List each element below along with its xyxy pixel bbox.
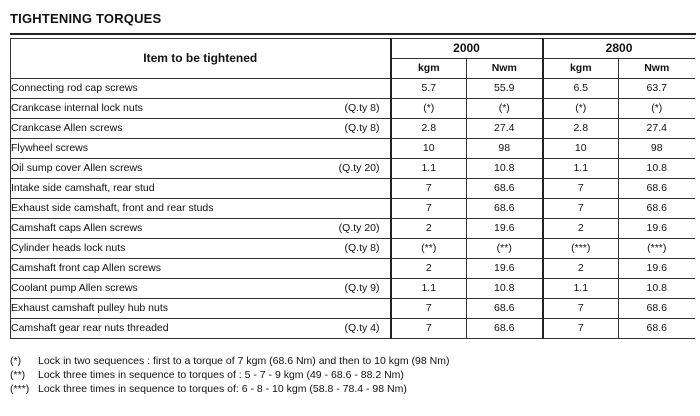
value-cell: 27.4 bbox=[467, 119, 543, 139]
item-cell bbox=[11, 299, 391, 319]
item-name: Cylinder heads lock nuts bbox=[11, 242, 126, 254]
item-name: Crankcase Allen screws bbox=[11, 122, 123, 134]
footnote-mark: (***) bbox=[10, 383, 30, 395]
value-cell: (*) bbox=[391, 99, 467, 119]
item-name: Camshaft gear rear nuts threaded bbox=[11, 322, 169, 334]
value-cell: 63.7 bbox=[619, 79, 695, 99]
quantity-label: (Q.ty 4) bbox=[344, 322, 380, 334]
table-row bbox=[11, 139, 695, 159]
unit-header: Nwm bbox=[467, 59, 543, 79]
footnote-mark: (**) bbox=[10, 369, 26, 381]
item-cell bbox=[11, 279, 391, 299]
item-name: Camshaft front cap Allen screws bbox=[11, 262, 161, 274]
value-cell: 68.6 bbox=[467, 199, 543, 219]
value-cell: 19.6 bbox=[619, 219, 695, 239]
value-cell: 10 bbox=[543, 139, 619, 159]
item-cell bbox=[11, 119, 391, 139]
value-cell: 5.7 bbox=[391, 79, 467, 99]
table-row bbox=[11, 259, 695, 279]
value-cell: 2 bbox=[391, 219, 467, 239]
item-name: Coolant pump Allen screws bbox=[11, 282, 138, 294]
footnote-text: Lock three times in sequence to torques of: 6 - 8 - 10 kgm (58.8 - 78.4 - 98 Nm) bbox=[38, 383, 407, 395]
value-cell: 1.1 bbox=[391, 159, 467, 179]
quantity-label: (Q.ty 8) bbox=[344, 102, 380, 114]
table-row bbox=[11, 299, 695, 319]
value-cell: 2.8 bbox=[391, 119, 467, 139]
value-cell: (**) bbox=[467, 239, 543, 259]
item-cell bbox=[11, 199, 391, 219]
table-row bbox=[11, 199, 695, 219]
unit-header: Nwm bbox=[619, 59, 695, 79]
table-row bbox=[11, 179, 695, 199]
title-divider bbox=[10, 33, 696, 35]
value-cell: 68.6 bbox=[619, 179, 695, 199]
quantity-label: (Q.ty 9) bbox=[344, 282, 380, 294]
item-name: Exhaust side camshaft, front and rear studs bbox=[11, 202, 214, 214]
value-cell: (**) bbox=[391, 239, 467, 259]
group-header-2800: 2800 bbox=[543, 39, 695, 59]
value-cell: 55.9 bbox=[467, 79, 543, 99]
value-cell: (***) bbox=[619, 239, 695, 259]
value-cell: 68.6 bbox=[619, 319, 695, 339]
value-cell: 6.5 bbox=[543, 79, 619, 99]
unit-header: kgm bbox=[543, 59, 619, 79]
item-name: Crankcase internal lock nuts bbox=[11, 102, 143, 114]
item-cell bbox=[11, 99, 391, 119]
value-cell: (*) bbox=[543, 99, 619, 119]
value-cell: 7 bbox=[391, 299, 467, 319]
item-name: Camshaft caps Allen screws bbox=[11, 222, 143, 234]
item-cell bbox=[11, 159, 391, 179]
table-row bbox=[11, 79, 695, 99]
quantity-label: (Q.ty 20) bbox=[338, 222, 380, 234]
table-row bbox=[11, 99, 695, 119]
table-row bbox=[11, 239, 695, 259]
quantity-label: (Q.ty 8) bbox=[344, 242, 380, 254]
value-cell: 68.6 bbox=[467, 299, 543, 319]
value-cell: 68.6 bbox=[619, 199, 695, 219]
item-name: Flywheel screws bbox=[11, 142, 89, 154]
item-cell bbox=[11, 239, 391, 259]
value-cell: 1.1 bbox=[543, 279, 619, 299]
item-name: Connecting rod cap screws bbox=[11, 82, 138, 94]
item-cell bbox=[11, 219, 391, 239]
value-cell: 7 bbox=[391, 199, 467, 219]
value-cell: 7 bbox=[391, 179, 467, 199]
value-cell: 10.8 bbox=[467, 279, 543, 299]
value-cell: 7 bbox=[543, 319, 619, 339]
value-cell: 19.6 bbox=[619, 259, 695, 279]
value-cell: (*) bbox=[619, 99, 695, 119]
value-cell: 98 bbox=[467, 139, 543, 159]
value-cell: 10.8 bbox=[619, 159, 695, 179]
table-row bbox=[11, 319, 695, 339]
value-cell: 10 bbox=[391, 139, 467, 159]
table-row bbox=[11, 219, 695, 239]
value-cell: 68.6 bbox=[467, 319, 543, 339]
value-cell: 2 bbox=[391, 259, 467, 279]
unit-header: kgm bbox=[391, 59, 467, 79]
value-cell: 1.1 bbox=[391, 279, 467, 299]
table-header-row bbox=[11, 39, 695, 59]
quantity-label: (Q.ty 8) bbox=[344, 122, 380, 134]
item-cell bbox=[11, 139, 391, 159]
value-cell: 2 bbox=[543, 259, 619, 279]
value-cell: 2 bbox=[543, 219, 619, 239]
value-cell: 7 bbox=[543, 299, 619, 319]
page-title: TIGHTENING TORQUES bbox=[10, 11, 162, 26]
item-name: Exhaust camshaft pulley hub nuts bbox=[11, 302, 169, 314]
value-cell: 10.8 bbox=[467, 159, 543, 179]
table-row bbox=[11, 159, 695, 179]
value-cell: 7 bbox=[391, 319, 467, 339]
value-cell: 7 bbox=[543, 199, 619, 219]
table-row bbox=[11, 119, 695, 139]
item-column-header: Item to be tightened bbox=[11, 39, 391, 79]
item-name: Intake side camshaft, rear stud bbox=[11, 182, 155, 194]
value-cell: 19.6 bbox=[467, 259, 543, 279]
item-name: Oil sump cover Allen screws bbox=[11, 162, 143, 174]
footnote-text: Lock three times in sequence to torques of : 5 - 7 - 9 kgm (49 - 68.6 - 88.2 Nm) bbox=[38, 369, 404, 381]
table-row bbox=[11, 279, 695, 299]
value-cell: 10.8 bbox=[619, 279, 695, 299]
value-cell: 68.6 bbox=[619, 299, 695, 319]
group-header-2000: 2000 bbox=[391, 39, 543, 59]
value-cell: (*) bbox=[467, 99, 543, 119]
item-cell bbox=[11, 79, 391, 99]
item-cell bbox=[11, 179, 391, 199]
footnote-mark: (*) bbox=[10, 355, 22, 367]
value-cell: 19.6 bbox=[467, 219, 543, 239]
quantity-label: (Q.ty 20) bbox=[338, 162, 380, 174]
value-cell: 98 bbox=[619, 139, 695, 159]
value-cell: 7 bbox=[543, 179, 619, 199]
item-cell bbox=[11, 319, 391, 339]
item-cell bbox=[11, 259, 391, 279]
value-cell: 2.8 bbox=[543, 119, 619, 139]
footnote-text: Lock in two sequences : first to a torque of 7 kgm (68.6 Nm) and then to 10 kgm (98 Nm) bbox=[38, 355, 450, 367]
value-cell: (***) bbox=[543, 239, 619, 259]
value-cell: 1.1 bbox=[543, 159, 619, 179]
torque-table bbox=[10, 38, 695, 339]
value-cell: 27.4 bbox=[619, 119, 695, 139]
value-cell: 68.6 bbox=[467, 179, 543, 199]
